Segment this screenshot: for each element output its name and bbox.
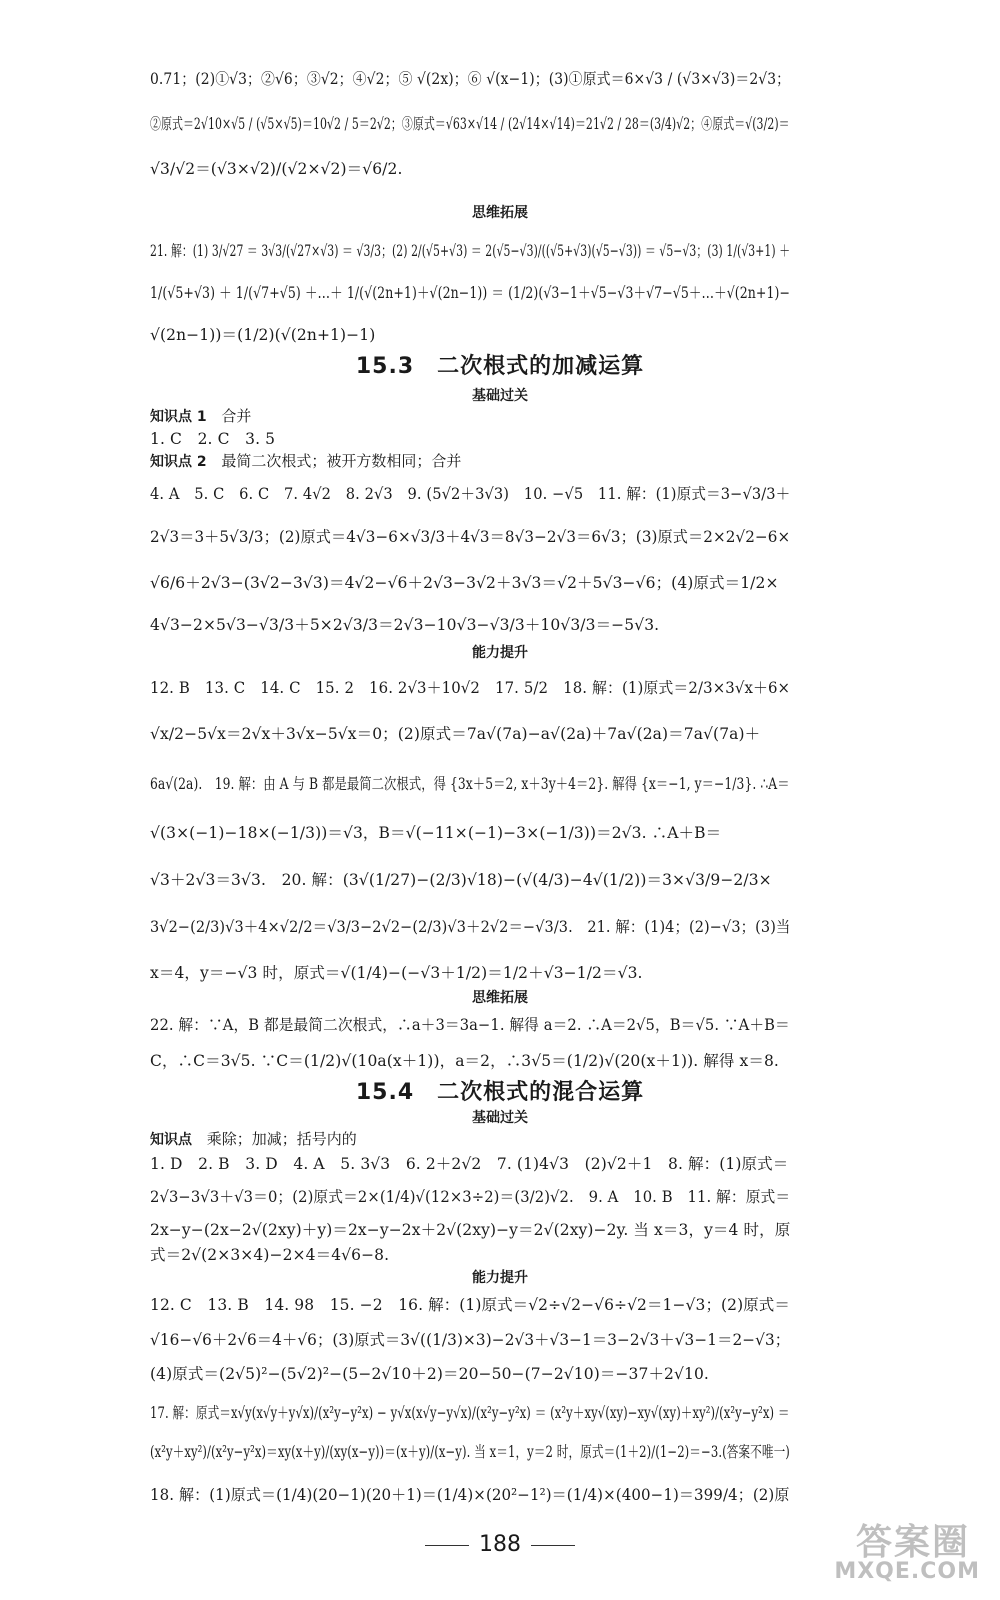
answer-line: √(2n−1))＝(1/2)(√(2n+1)−1): [150, 326, 376, 344]
answer-line: C，∴C＝3√5. ∵C＝(1/2)√(10a(x＋1))，a＝2，∴3√5＝(1/2)√(20(x＋1)). 解得 x＝8.: [150, 1052, 779, 1070]
section-title: 15.3 二次根式的加减运算: [355, 354, 645, 379]
answer-line: 18. 解：(1)原式＝(1/4)(20−1)(20＋1)＝(1/4)×(20²−1²)＝(1/4)×(400−1)＝399/4；(2)原: [150, 1486, 790, 1504]
knowledge-point-text: 最简二次根式；被开方数相同；合并: [221, 452, 462, 470]
answer-line: 21. 解：(1) 3/√27 ＝ 3√3/(√27×√3) ＝ √3/3；(2) 2/(√5+√3) ＝ 2(√5−√3)/((√5+√3)(√5−√3)) ＝ √5−√3；(3) 1/(√3+1) ＋: [150, 242, 791, 260]
answer-line: √6/6＋2√3−(3√2−3√3)＝4√2−√6＋2√3−3√2＋3√3＝√2＋5√3−√6；(4)原式＝1/2×: [150, 574, 779, 592]
answer-line: (x²y＋xy²)/(x²y−y²x)＝xy(x＋y)/(xy(x−y))＝(x＋y)/(x−y). 当 x＝1，y＝2 时，原式＝(1＋2)/(1−2)＝−3.(答案不唯一): [150, 1443, 790, 1461]
answer-line: √16−√6＋2√6＝4＋√6；(3)原式＝3√((1/3)×3)−2√3＋√3−1＝3−2√3＋√3−1＝2−√3；: [150, 1331, 791, 1349]
answer-line: √3＋2√3＝3√3. 20. 解：(3√(1/27)−(2/3)√18)−(√(4/3)−4√(1/2))＝3×√3/9−2/3×: [150, 871, 772, 889]
answer-line: 式＝2√(2×3×4)−2×4＝4√6−8.: [150, 1246, 390, 1264]
knowledge-point-label: 知识点 2: [150, 454, 207, 470]
answer-line: 1. C 2. C 3. 5: [150, 430, 276, 448]
page-number-dash: [425, 1545, 469, 1546]
watermark-logo: [805, 1514, 980, 1584]
answer-line: 12. B 13. C 14. C 15. 2 16. 2√3＋10√2 17. 5/2 18. 解：(1)原式＝2/3×3√x＋6×: [150, 679, 791, 697]
answer-line: 1/(√5+√3) ＋ 1/(√7+√5) ＋…＋ 1/(√(2n+1)＋√(2n−1)) ＝ (1/2)(√3−1＋√5−√3＋√7−√5＋…＋√(2n+1)−: [150, 284, 791, 302]
subsection-heading: 能力提升: [472, 645, 528, 661]
answer-line: √(3×(−1)−18×(−1/3))＝√3，B＝√(−11×(−1)−3×(−1/3))＝2√3. ∴A＋B＝: [150, 824, 722, 842]
answer-line: x＝4，y＝−√3 时，原式＝√(1/4)−(−√3＋1/2)＝1/2＋√3−1/2＝√3.: [150, 964, 643, 982]
answer-line: 2√3＝3＋5√3/3；(2)原式＝4√3−6×√3/3＋4√3＝8√3−2√3＝6√3；(3)原式＝2×2√2−6×: [150, 528, 791, 546]
answer-line: 3√2−(2/3)√3＋4×√2/2＝√3/3−2√2−(2/3)√3＋2√2＝−√3/3. 21. 解：(1)4；(2)−√3；(3)当: [150, 918, 791, 936]
watermark-text: 答案圈: [855, 1522, 970, 1563]
answer-line: (4)原式＝(2√5)²−(5√2)²−(5−2√10＋2)＝20−50−(7−2√10)＝−37＋2√10.: [150, 1365, 709, 1383]
answer-line: 12. C 13. B 14. 98 15. −2 16. 解：(1)原式＝√2÷√2−√6÷√2＝1−√3；(2)原式＝: [150, 1296, 790, 1314]
subsection-heading: 思维拓展: [472, 205, 528, 221]
answer-line: 22. 解：∵A，B 都是最简二次根式，∴a＋3＝3a−1. 解得 a＝2. ∴A＝2√5，B＝√5. ∵A＋B＝: [150, 1016, 790, 1034]
subsection-heading: 思维拓展: [472, 990, 528, 1006]
answer-line: ②原式＝2√10×√5 / (√5×√5)＝10√2 / 5＝2√2；③原式＝√63×√14 / (2√14×√14)＝21√2 / 28＝(3/4)√2；④原式＝√(3/2)＝: [150, 115, 790, 133]
answer-line: √3/√2＝(√3×√2)/(√2×√2)＝√6/2.: [150, 160, 403, 178]
knowledge-point-text: 乘除；加减；括号内的: [206, 1130, 357, 1148]
answer-line: √x/2−5√x＝2√x＋3√x−5√x＝0；(2)原式＝7a√(7a)−a√(2a)＋7a√(2a)＝7a√(7a)＋: [150, 725, 761, 743]
subsection-heading: 基础过关: [472, 388, 528, 404]
answer-line: 4√3−2×5√3−√3/3＋5×2√3/3＝2√3−10√3−√3/3＋10√3/3＝−5√3.: [150, 616, 660, 634]
subsection-heading: 能力提升: [472, 1270, 528, 1286]
answer-line: 2√3−3√3＋√3＝0；(2)原式＝2×(1/4)√(12×3÷2)＝(3/2)√2. 9. A 10. B 11. 解：原式＝: [150, 1188, 791, 1206]
page-number-dash: [531, 1545, 575, 1546]
page-number-value: 188: [479, 1532, 521, 1557]
section-title: 15.4 二次根式的混合运算: [355, 1080, 645, 1105]
knowledge-point-label: 知识点 1: [150, 409, 207, 425]
knowledge-point: [150, 405, 251, 428]
subsection-heading: 基础过关: [472, 1110, 528, 1126]
watermark-url: MXQE.COM: [834, 1559, 980, 1584]
knowledge-point-label: 知识点: [150, 1132, 192, 1148]
answer-line: 1. D 2. B 3. D 4. A 5. 3√3 6. 2＋2√2 7. (1)4√3 (2)√2＋1 8. 解：(1)原式＝: [150, 1155, 789, 1173]
knowledge-point-text: 合并: [221, 407, 252, 425]
knowledge-point: [150, 450, 461, 473]
answer-line: 17. 解：原式＝x√y(x√y＋y√x)/(x²y−y²x) − y√x(x√y−y√x)/(x²y−y²x) ＝ (x²y＋xy√(xy)−xy√(xy)＋xy²)/(x²y−y²x) ＝: [150, 1404, 790, 1422]
answer-line: 2x−y−(2x−2√(2xy)＋y)＝2x−y−2x＋2√(2xy)−y＝2√(2xy)−2y. 当 x＝3，y＝4 时，原: [150, 1221, 791, 1239]
answer-line: 4. A 5. C 6. C 7. 4√2 8. 2√3 9. (5√2＋3√3) 10. −√5 11. 解：(1)原式＝3−√3/3＋: [150, 485, 791, 503]
answer-line: 6a√(2a). 19. 解：由 A 与 B 都是最简二次根式，得 {3x＋5＝2, x＋3y＋4＝2}. 解得 {x＝−1, y＝−1/3}. ∴A＝: [150, 775, 790, 793]
answer-line: 0.71；(2)①√3；②√6；③√2；④√2；⑤ √(2x)；⑥ √(x−1)；(3)①原式＝6×√3 / (√3×√3)＝2√3；: [150, 70, 791, 88]
knowledge-point: [150, 1128, 357, 1151]
